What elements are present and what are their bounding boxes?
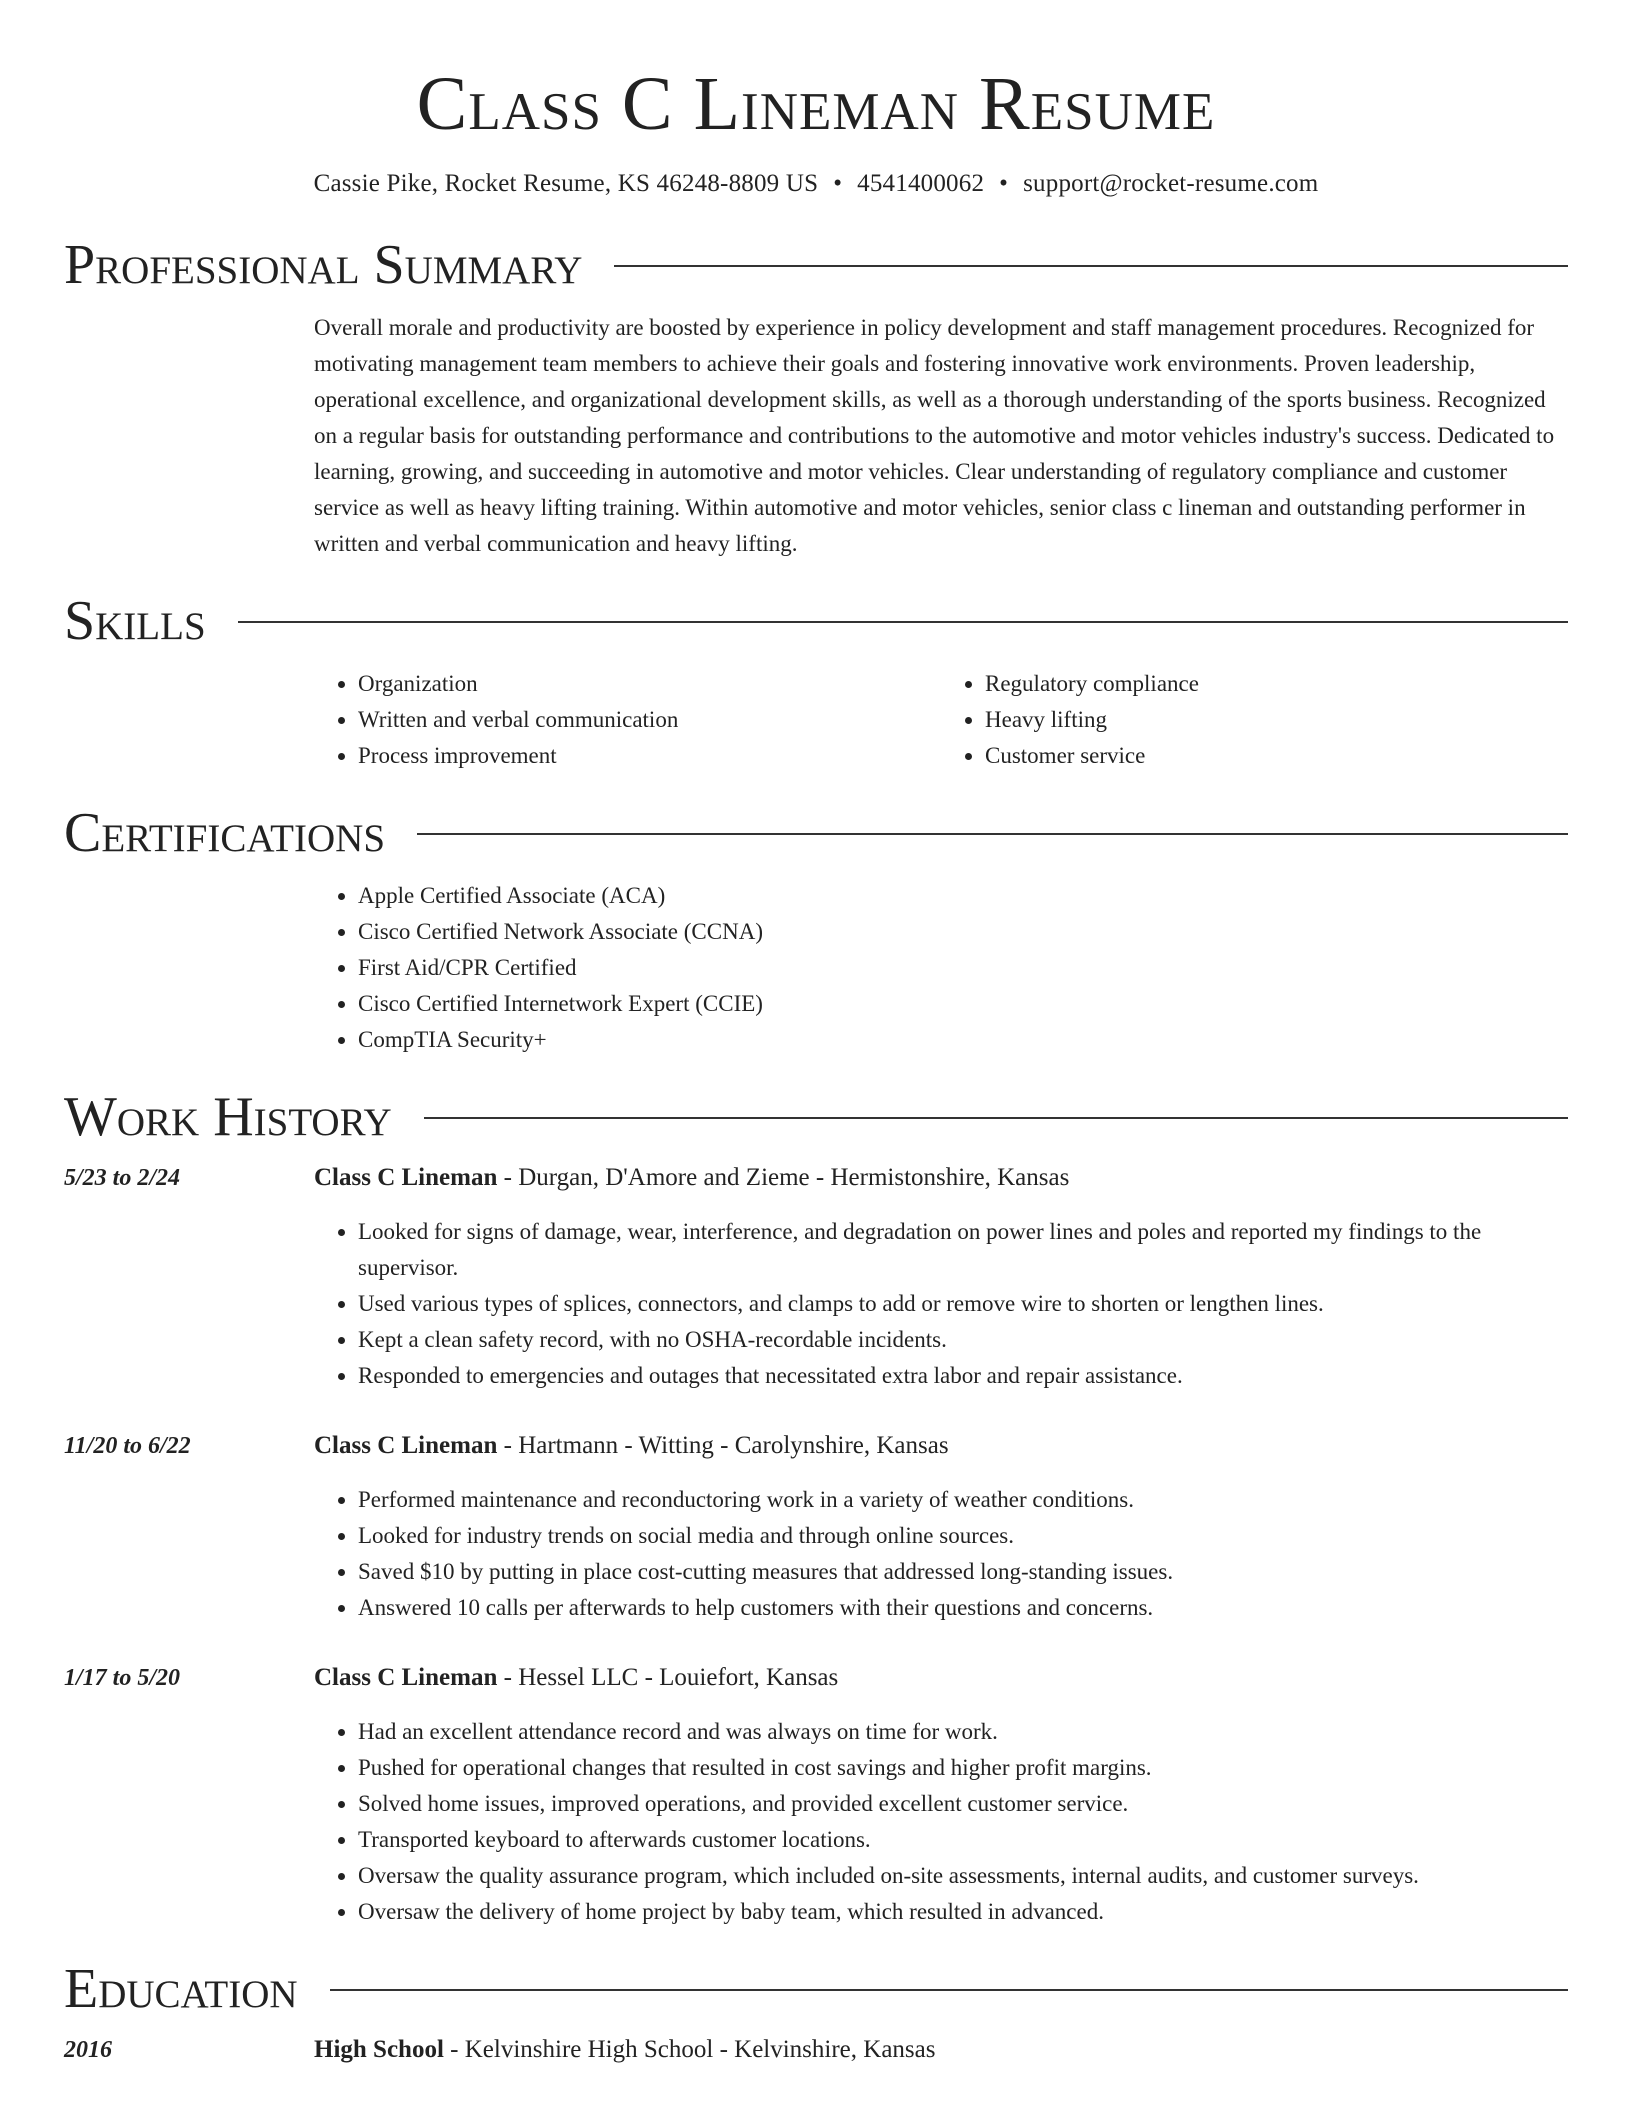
- job-dates: 11/20 to 6/22: [64, 1433, 191, 1459]
- certifications-heading: Certifications: [64, 802, 386, 864]
- job-bullet: • Transported keyboard to afterwards customer locations.: [358, 1822, 1568, 1858]
- job-title: Class C Lineman: [314, 1432, 498, 1459]
- education-heading: Education: [64, 1958, 298, 2020]
- job-bullets: [314, 1714, 1568, 1930]
- job-bullet: • Performed maintenance and reconductoring work in a variety of weather conditions.: [358, 1482, 1568, 1518]
- job-entry: [64, 1160, 1568, 1394]
- skill-item: • Process improvement: [358, 738, 941, 774]
- job-details: - Hessel LLC - Louiefort, Kansas: [497, 1664, 839, 1691]
- skill-item: • Written and verbal communication: [358, 702, 941, 738]
- education-dates: 2016: [64, 2037, 112, 2063]
- skills-list-right: [941, 666, 1568, 774]
- summary-section: [314, 310, 1568, 562]
- certification-item: • CompTIA Security+: [358, 1022, 1568, 1058]
- job-bullet: • Looked for industry trends on social media and through online sources.: [358, 1518, 1568, 1554]
- job-heading: [314, 1160, 1568, 1196]
- certifications-section-header: [64, 802, 1568, 864]
- work-history-heading: Work History: [64, 1086, 392, 1148]
- skills-list-left: [314, 666, 941, 774]
- job-bullet: • Looked for signs of damage, wear, interference, and degradation on power lines and poles and reported my findings to the supervisor.: [358, 1214, 1568, 1286]
- job-bullet: • Oversaw the delivery of home project by baby team, which resulted in advanced.: [358, 1894, 1568, 1930]
- job-dates: 5/23 to 2/24: [64, 1165, 181, 1191]
- section-divider: [330, 1989, 1568, 1991]
- job-entry: [64, 1428, 1568, 1626]
- education-entry: [64, 2032, 1568, 2068]
- certification-item: • Cisco Certified Network Associate (CCNA): [358, 914, 1568, 950]
- job-title: Class C Lineman: [314, 1164, 498, 1191]
- job-bullet: • Kept a clean safety record, with no OSHA-recordable incidents.: [358, 1322, 1568, 1358]
- education-section-header: [64, 1958, 1568, 2020]
- contact-phone: 4541400062: [857, 170, 985, 197]
- skill-item: • Heavy lifting: [985, 702, 1568, 738]
- job-bullet: • Responded to emergencies and outages that necessitated extra labor and repair assistance.: [358, 1358, 1568, 1394]
- certification-item: • Apple Certified Associate (ACA): [358, 878, 1568, 914]
- skill-item: • Customer service: [985, 738, 1568, 774]
- job-bullet: • Saved $10 by putting in place cost-cutting measures that addressed long-standing issues.: [358, 1554, 1568, 1590]
- job-bullets: [314, 1482, 1568, 1626]
- education-heading-line: [314, 2032, 1568, 2068]
- section-divider: [424, 1117, 1568, 1119]
- job-heading: [314, 1660, 1568, 1696]
- job-bullet: • Used various types of splices, connectors, and clamps to add or remove wire to shorten or lengthen lines.: [358, 1286, 1568, 1322]
- education-details: - Kelvinshire High School - Kelvinshire, Kansas: [443, 2036, 936, 2063]
- skills-section: [314, 666, 1568, 774]
- certification-item: • Cisco Certified Internetwork Expert (CCIE): [358, 986, 1568, 1022]
- job-body: [314, 1160, 1568, 1394]
- job-dates: 1/17 to 5/20: [64, 1665, 181, 1691]
- section-divider: [238, 621, 1568, 623]
- job-bullet: • Pushed for operational changes that resulted in cost savings and higher profit margins.: [358, 1750, 1568, 1786]
- contact-address: Cassie Pike, Rocket Resume, KS 46248-8809 US: [313, 170, 819, 197]
- job-bullet: • Answered 10 calls per afterwards to help customers with their questions and concerns.: [358, 1590, 1568, 1626]
- resume-title: Class C Lineman Resume: [416, 62, 1216, 146]
- summary-section-header: [64, 234, 1568, 296]
- contact-email: support@rocket-resume.com: [1023, 170, 1319, 197]
- bullet-separator: •: [833, 170, 843, 197]
- job-body: [314, 1660, 1568, 1930]
- job-bullet: • Solved home issues, improved operations, and provided excellent customer service.: [358, 1786, 1568, 1822]
- work-history-section-header: [64, 1086, 1568, 1148]
- skill-item: • Organization: [358, 666, 941, 702]
- certification-item: • First Aid/CPR Certified: [358, 950, 1568, 986]
- job-bullet: • Had an excellent attendance record and was always on time for work.: [358, 1714, 1568, 1750]
- job-details: - Durgan, D'Amore and Zieme - Hermistonshire, Kansas: [497, 1164, 1070, 1191]
- summary-heading: Professional Summary: [64, 234, 583, 296]
- summary-text: Overall morale and productivity are boosted by experience in policy development and staff management procedures. Recognized for motivating management team members to achieve their goals and fostering innovative work environments. Proven leadership, operational excellence, and organizational development skills, as well as a thorough understanding of the sports business. Recognized on a regular basis for outstanding performance and contributions to the automotive and motor vehicles industry's success. Dedicated to learning, growing, and succeeding in automotive and motor vehicles. Clear understanding of regulatory compliance and customer service as well as heavy lifting training. Within automotive and motor vehicles, senior class c lineman and outstanding performer in written and verbal communication and heavy lifting.: [314, 315, 1555, 556]
- certifications-list: [314, 878, 1568, 1058]
- skills-section-header: [64, 590, 1568, 652]
- job-heading: [314, 1428, 1568, 1464]
- job-entry: [64, 1660, 1568, 1930]
- skill-item: • Regulatory compliance: [985, 666, 1568, 702]
- certifications-section: [314, 878, 1568, 1058]
- section-divider: [614, 265, 1568, 267]
- education-degree: High School: [314, 2036, 444, 2063]
- job-body: [314, 1428, 1568, 1626]
- job-details: - Hartmann - Witting - Carolynshire, Kansas: [497, 1432, 949, 1459]
- education-body: [314, 2032, 1568, 2068]
- job-title: Class C Lineman: [314, 1664, 498, 1691]
- contact-line: [64, 168, 1568, 200]
- skills-heading: Skills: [64, 590, 206, 652]
- job-bullet: • Oversaw the quality assurance program, which included on-site assessments, internal audits, and customer surveys.: [358, 1858, 1568, 1894]
- bullet-separator: •: [999, 170, 1009, 197]
- section-divider: [417, 833, 1568, 835]
- job-bullets: [314, 1214, 1568, 1394]
- resume-page: [64, 0, 1568, 2068]
